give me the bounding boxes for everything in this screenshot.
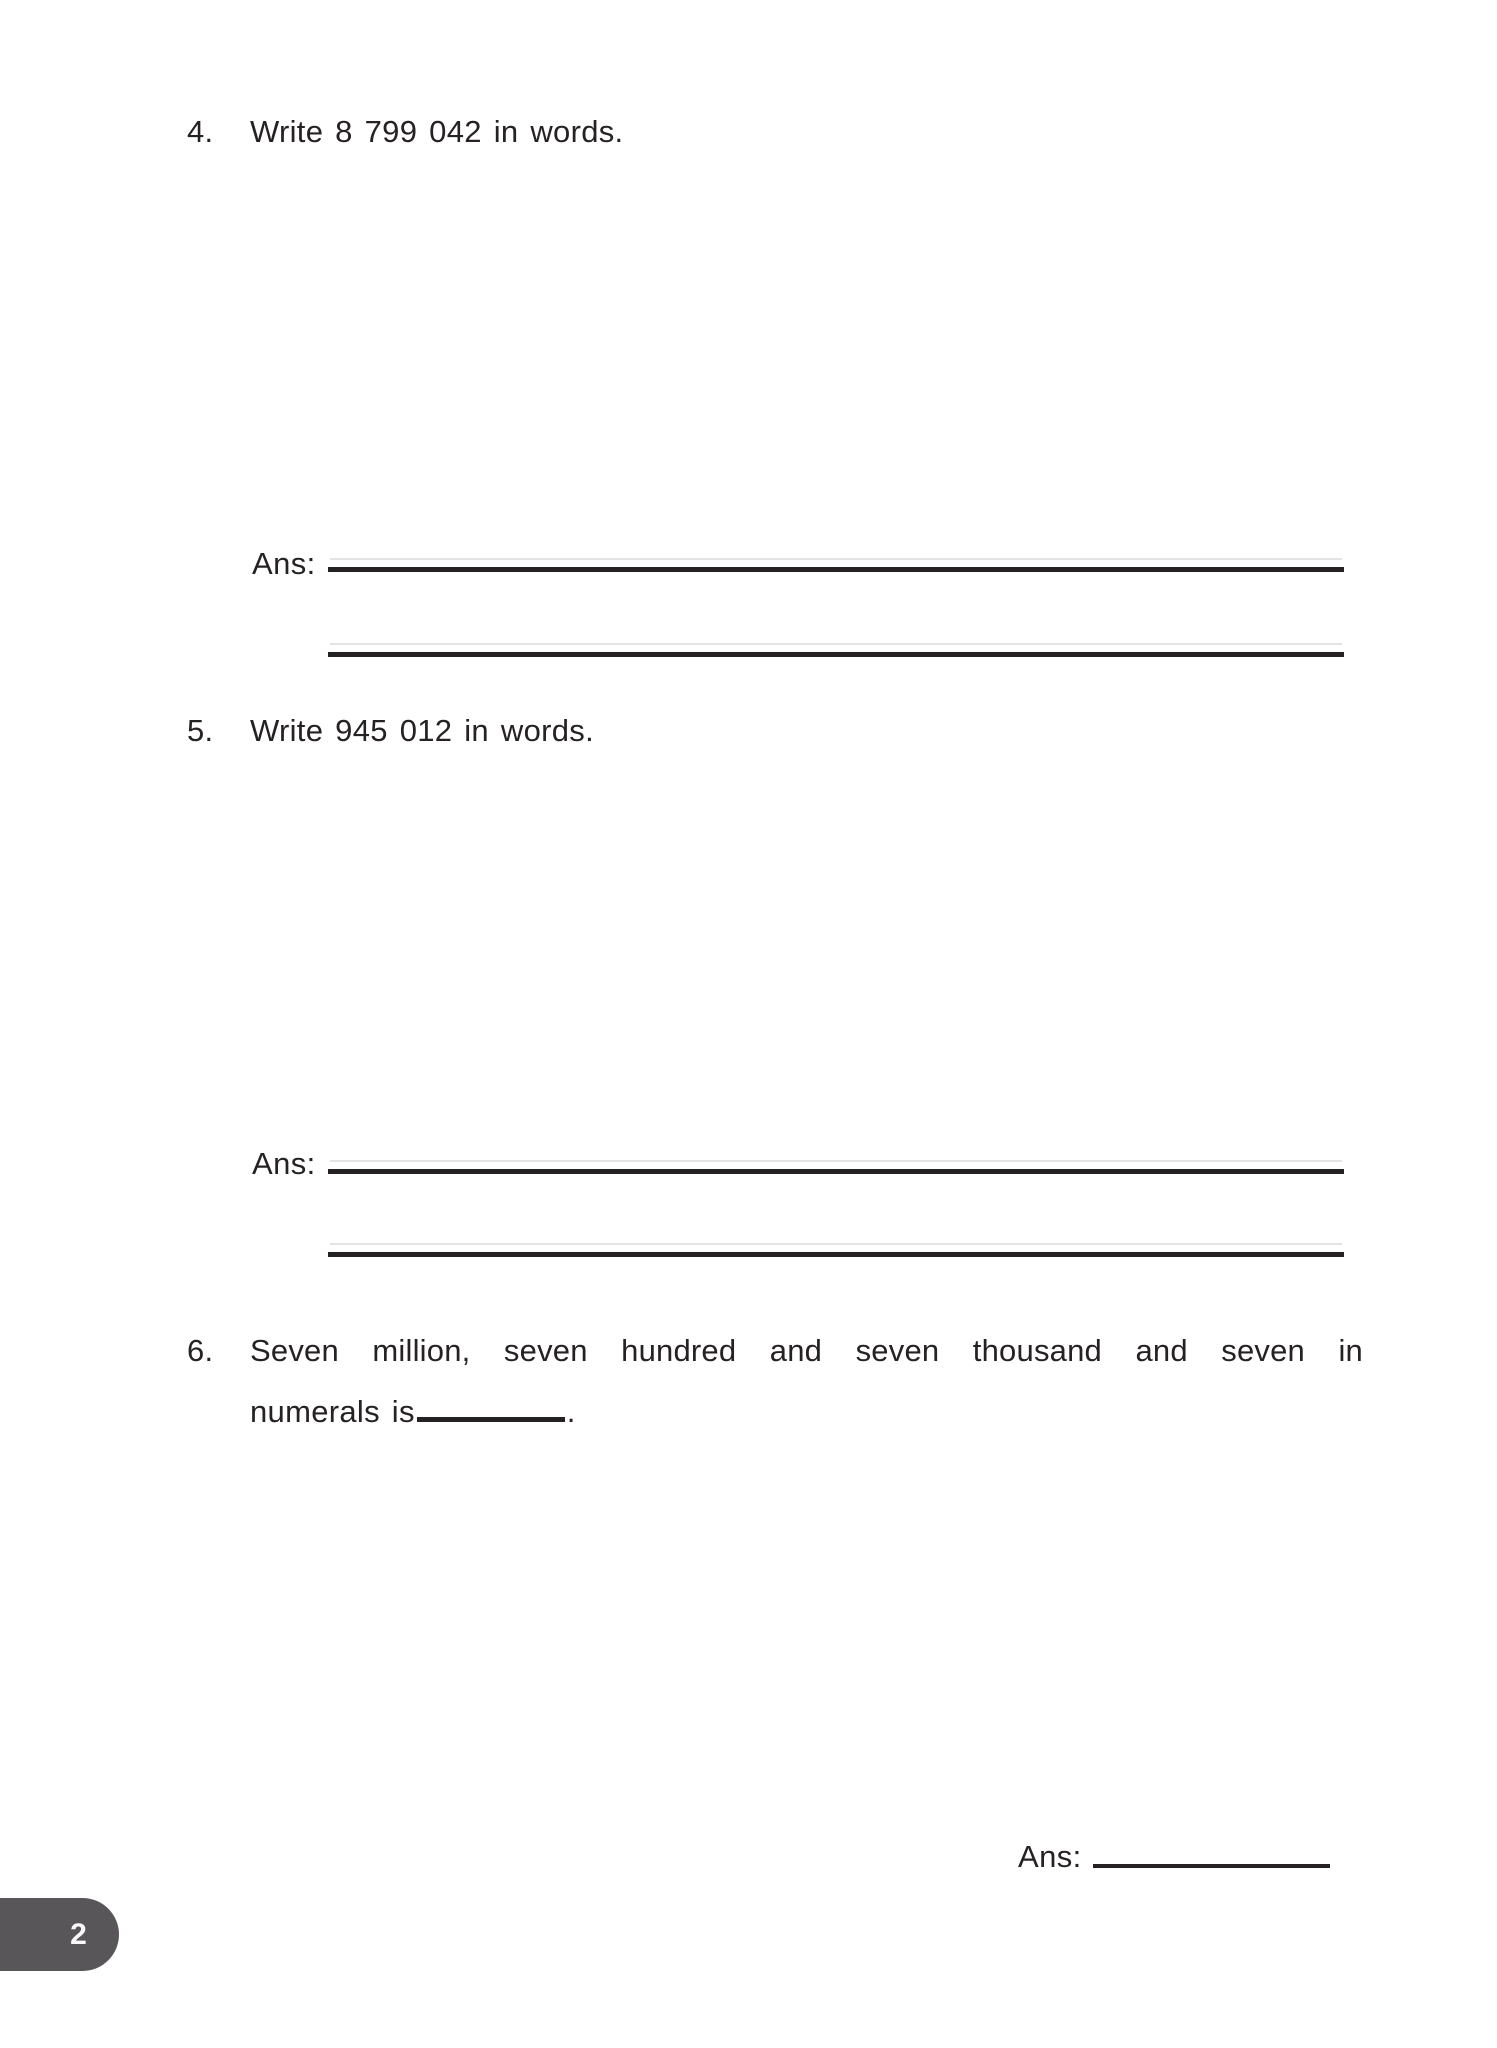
question-5-answer-line-2 — [328, 1252, 1344, 1257]
question-4-number: 4. — [187, 114, 214, 149]
question-5-answer-line-1 — [328, 1169, 1344, 1174]
question-5 — [187, 713, 1363, 749]
question-4-answer-line-1 — [328, 567, 1344, 572]
question-5-text: Write 945 012 in words. — [250, 713, 594, 748]
question-6-line2-suffix: . — [566, 1394, 576, 1429]
question-6-text-line-2 — [250, 1394, 1363, 1430]
question-6-answer-line — [1093, 1864, 1330, 1868]
question-5-number: 5. — [187, 713, 214, 748]
question-6-text-line-1: Seven million, seven hundred and seven thousand and seven in — [250, 1333, 1363, 1368]
question-6-inline-blank — [417, 1415, 565, 1422]
page-number: 2 — [70, 1917, 87, 1951]
question-6 — [187, 1333, 1363, 1369]
question-6-line-2 — [187, 1394, 1363, 1430]
page-number-tab — [0, 1898, 119, 1971]
question-6-ans-label: Ans: — [1018, 1839, 1082, 1874]
question-4-text: Write 8 799 042 in words. — [250, 114, 624, 149]
question-4 — [187, 114, 1363, 150]
question-5-ans-label: Ans: — [252, 1146, 316, 1181]
question-6-line2-prefix: numerals is — [250, 1394, 415, 1429]
question-4-ans-label: Ans: — [252, 546, 316, 581]
question-6-number: 6. — [187, 1333, 214, 1368]
question-4-answer-line-2 — [328, 652, 1344, 657]
